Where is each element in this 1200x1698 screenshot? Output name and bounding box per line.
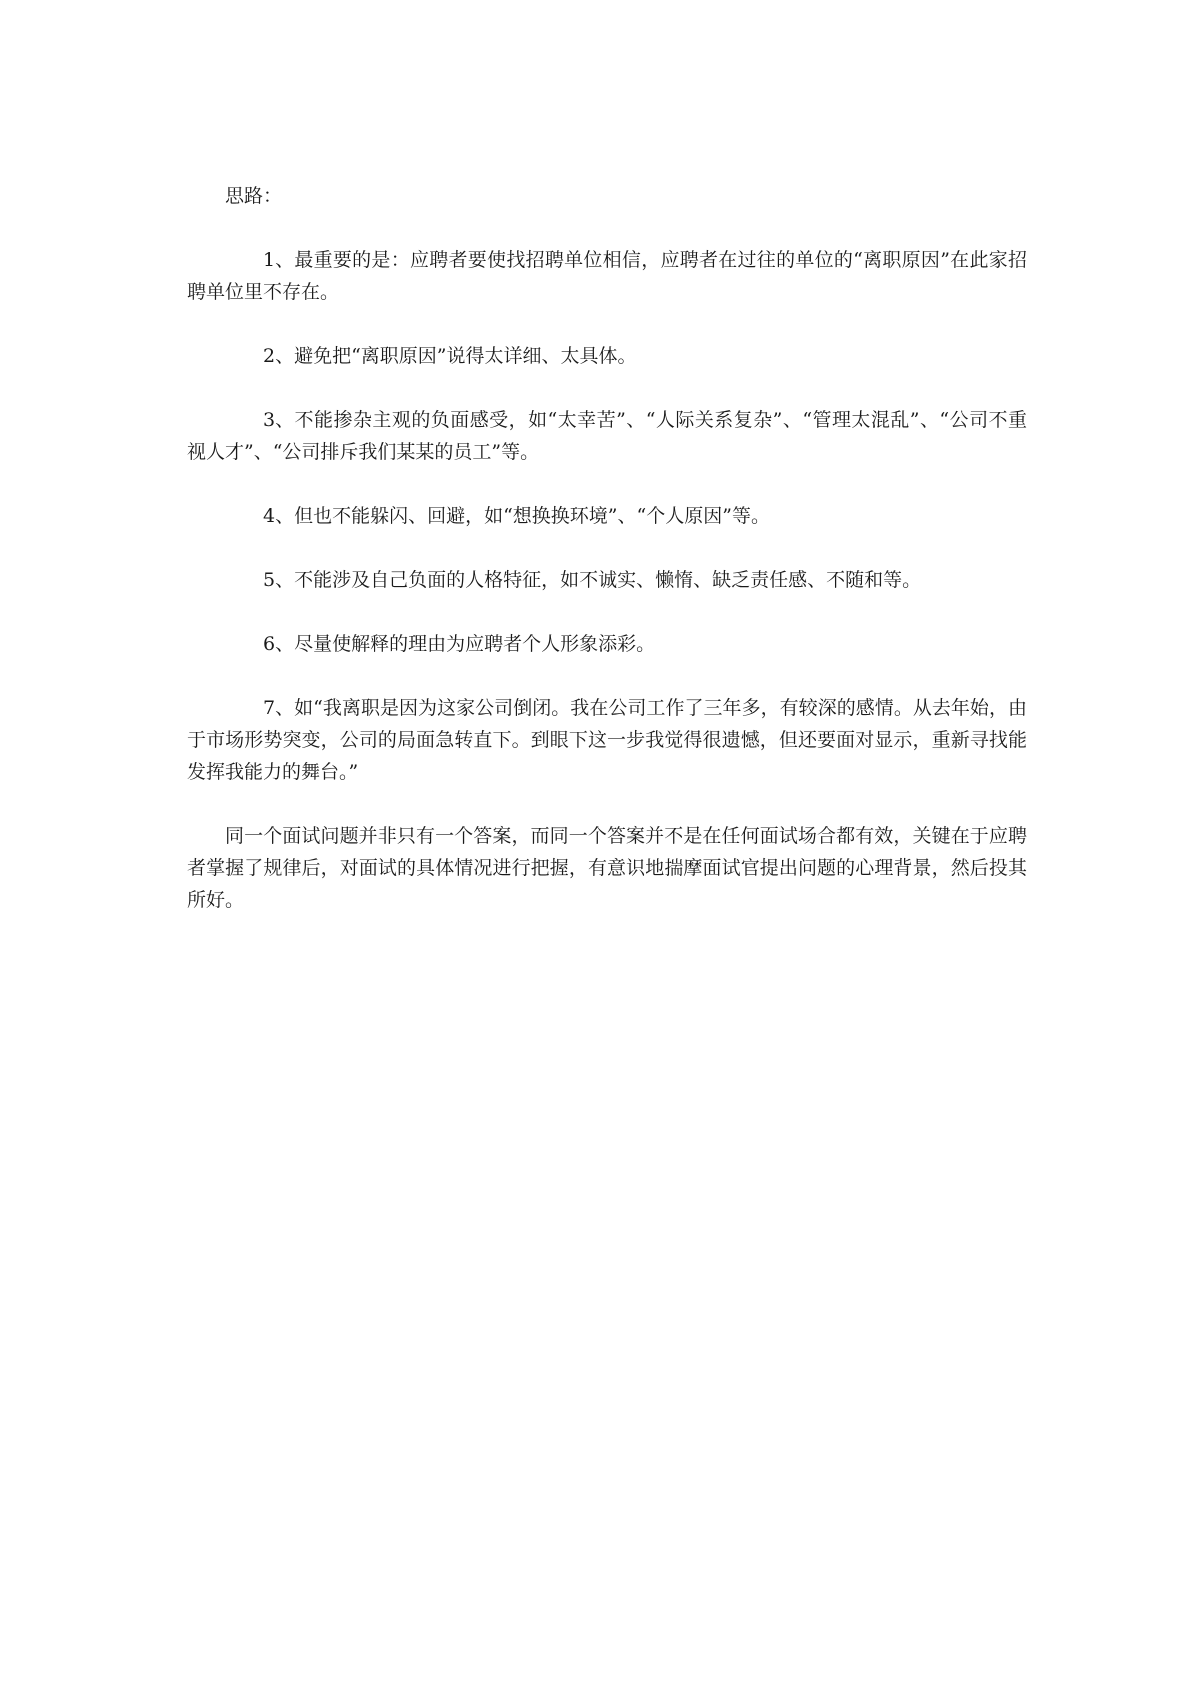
list-item-number: 2、 — [263, 345, 295, 367]
section-heading: 思路： — [225, 185, 283, 207]
conclusion-paragraph: 同一个面试问题并非只有一个答案，而同一个答案并不是在任何面试场合都有效，关键在于应聘者掌握了规律后，对面试的具体情况进行把握，有意识地揣摩面试官提出问题的心理背景，然后投其所好。 — [187, 825, 1027, 911]
list-item-number: 4、 — [263, 505, 295, 527]
list-item-number: 5、 — [263, 569, 295, 591]
list-item — [187, 564, 1027, 596]
list-item-number: 6、 — [263, 633, 295, 655]
list-item-text: 如“我离职是因为这家公司倒闭。我在公司工作了三年多，有较深的感情。从去年始，由于市场形势突变，公司的局面急转直下。到眼下这一步我觉得很遗憾，但还要面对显示，重新寻找能发挥我能力的舞台。” — [187, 697, 1027, 783]
list-item-number: 7、 — [263, 697, 295, 719]
list-item-text: 不能涉及自己负面的人格特征，如不诚实、懒惰、缺乏责任感、不随和等。 — [294, 569, 922, 591]
list-item — [187, 404, 1027, 468]
list-item — [187, 244, 1027, 308]
list-item-number: 3、 — [263, 409, 295, 431]
list-item-number: 1、 — [263, 249, 295, 271]
list-item — [187, 692, 1027, 788]
list-item-text: 但也不能躲闪、回避，如“想换换环境”、“个人原因”等。 — [294, 505, 770, 527]
list-item — [187, 500, 1027, 532]
list-item-text: 最重要的是：应聘者要使找招聘单位相信，应聘者在过往的单位的“离职原因”在此家招聘单位里不存在。 — [187, 249, 1027, 303]
list-item-text: 避免把“离职原因”说得太详细、太具体。 — [294, 345, 637, 367]
list-item — [187, 340, 1027, 372]
list-item — [187, 628, 1027, 660]
list-item-text: 不能掺杂主观的负面感受，如“太幸苦”、“人际关系复杂”、“管理太混乱”、“公司不重视人才”、“公司排斥我们某某的员工”等。 — [187, 409, 1027, 463]
list-item-text: 尽量使解释的理由为应聘者个人形象添彩。 — [294, 633, 656, 655]
document-body — [187, 180, 1027, 948]
